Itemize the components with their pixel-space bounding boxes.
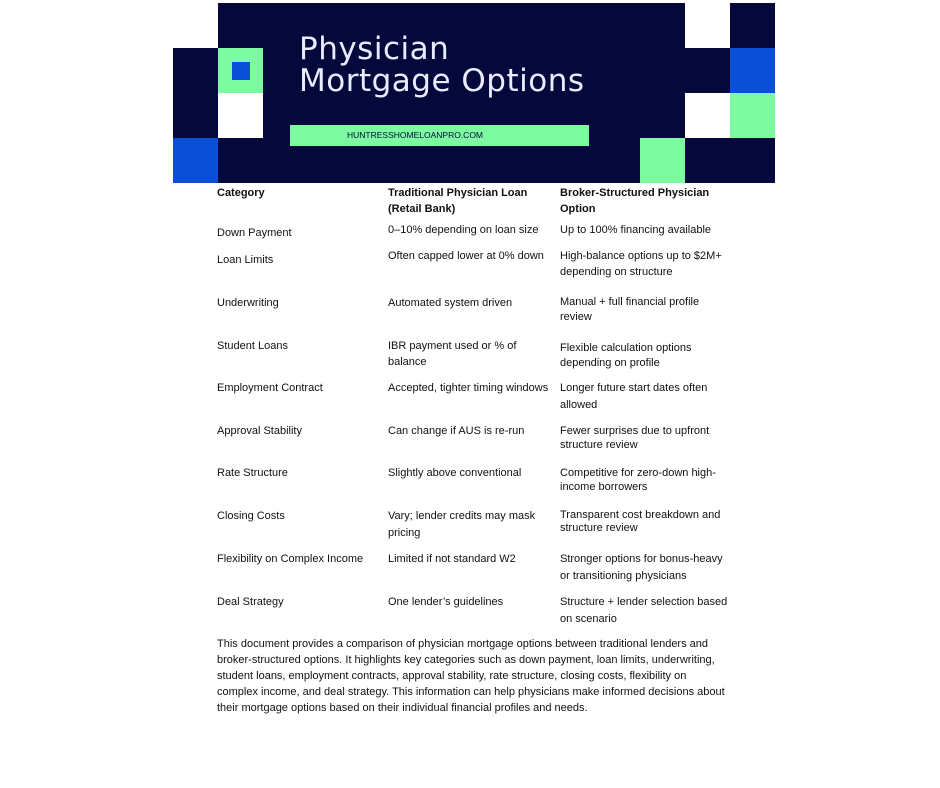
- summary-paragraph: This document provides a comparison of physician mortgage options between traditional lenders and broker-structured options. It highlights key categories such as down payment, loan limits, underwriting, student loans, employment contracts, approval stability, rate structure, closing costs, flexibility on complex income, and deal strategy. This information can help physicians make informed decisions about their mortgage options based on their individual financial profiles and needs.: [217, 638, 725, 714]
- row-traditional: Vary; lender credits may mask pricing: [388, 510, 536, 539]
- row-category: Approval Stability: [217, 425, 302, 437]
- row-traditional: Can change if AUS is re-run: [388, 425, 525, 437]
- row-broker: Fewer surprises due to upfront structure review: [560, 425, 710, 451]
- decor-block: [218, 93, 263, 138]
- decor-block: [640, 138, 685, 183]
- row-traditional: One lender’s guidelines: [388, 596, 504, 608]
- row-traditional: Automated system driven: [388, 297, 513, 309]
- row-category: Student Loans: [217, 340, 288, 352]
- row-traditional: Often capped lower at 0% down: [388, 250, 544, 262]
- decor-block: [685, 3, 730, 48]
- decor-block: [173, 3, 218, 48]
- row-broker: Transparent cost breakdown and structure review: [560, 509, 721, 534]
- row-category: Closing Costs: [217, 510, 285, 522]
- row-broker: Up to 100% financing available: [560, 224, 712, 236]
- title-line-2: Mortgage Options: [299, 63, 585, 99]
- row-traditional: 0–10% depending on loan size: [388, 224, 539, 236]
- decor-block: [173, 138, 218, 183]
- row-broker: Stronger options for bonus-heavy or transitioning physicians: [560, 553, 723, 582]
- row-broker: Flexible calculation options depending on profile: [560, 342, 692, 369]
- row-category: Down Payment: [217, 227, 292, 239]
- row-traditional: Limited if not standard W2: [388, 553, 516, 565]
- row-broker: Structure + lender selection based on scenario: [560, 596, 728, 625]
- row-category: Deal Strategy: [217, 596, 284, 608]
- decor-block: [685, 93, 730, 138]
- header-category: Category: [217, 187, 265, 199]
- row-category: Flexibility on Complex Income: [217, 553, 364, 565]
- row-category: Employment Contract: [217, 382, 323, 394]
- header-traditional: Traditional Physician Loan (Retail Bank): [388, 187, 528, 215]
- title-line-1: Physician: [299, 31, 450, 67]
- row-traditional: Accepted, tighter timing windows: [388, 382, 549, 394]
- row-broker: Competitive for zero-down high-income borrowers: [560, 467, 716, 493]
- row-traditional: IBR payment used or % of balance: [388, 340, 517, 368]
- decor-block: [232, 62, 250, 80]
- row-category: Rate Structure: [217, 467, 288, 479]
- row-broker: High-balance options up to $2M+ depending on structure: [560, 250, 722, 278]
- row-category: Underwriting: [217, 297, 279, 309]
- header-broker: Broker-Structured Physician Option: [560, 187, 710, 215]
- decor-block: [730, 48, 775, 93]
- row-broker: Manual + full financial profile review: [560, 296, 700, 323]
- row-category: Loan Limits: [217, 254, 274, 266]
- website-url: HUNTRESSHOMELOANPRO.COM: [290, 125, 589, 146]
- decor-block: [730, 93, 775, 138]
- page-title: [299, 33, 585, 97]
- row-traditional: Slightly above conventional: [388, 467, 522, 479]
- row-broker: Longer future start dates often allowed: [560, 382, 708, 411]
- header-banner: [173, 3, 775, 183]
